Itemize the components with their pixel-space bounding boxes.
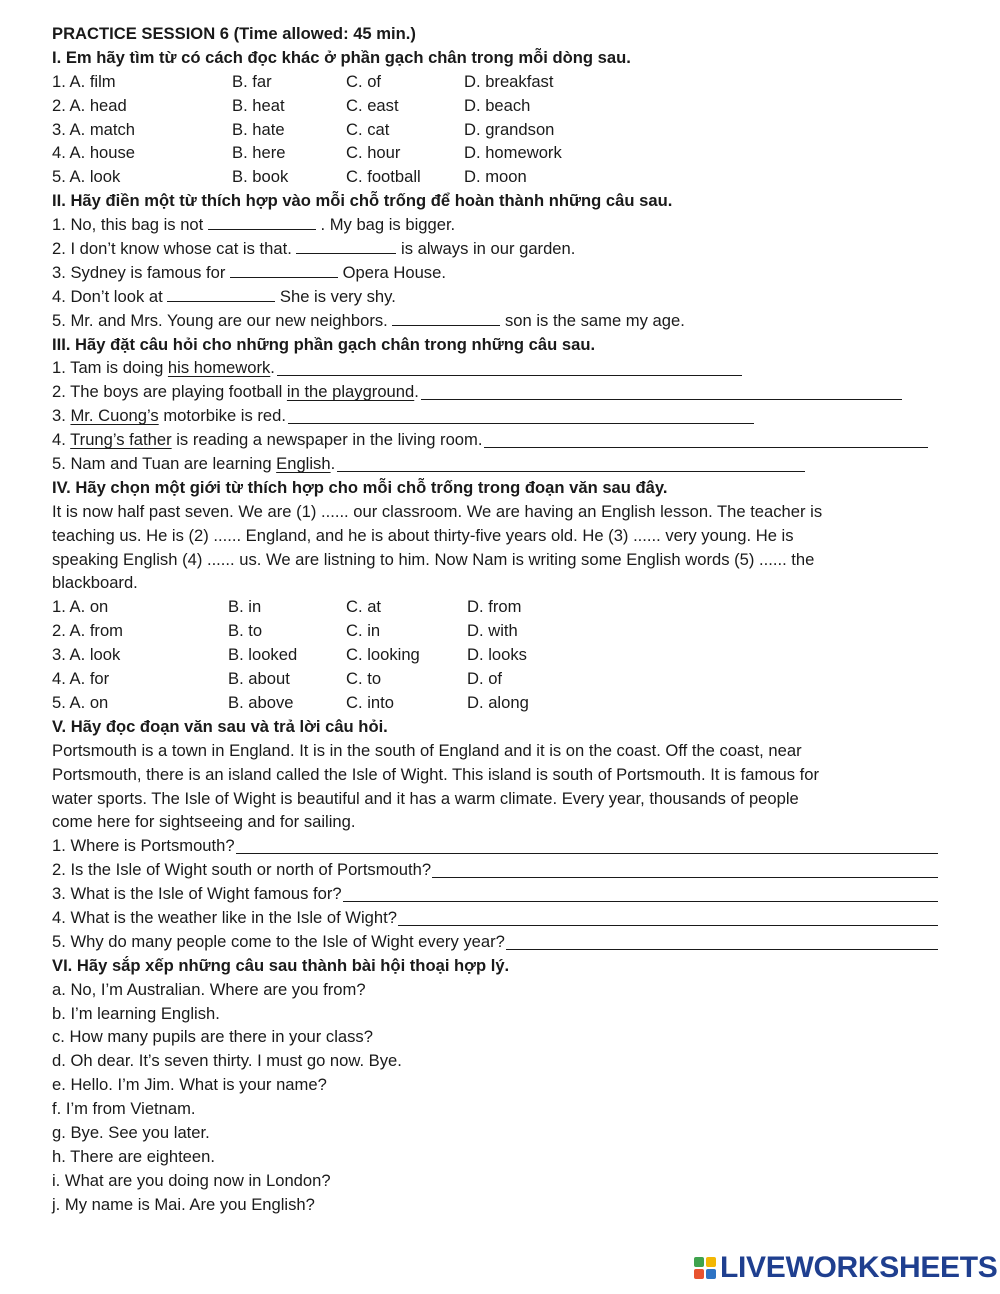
item-text: 3. Sydney is famous for: [52, 262, 231, 282]
s1-option: C. east: [346, 95, 399, 115]
dialogue-line: g. Bye. See you later.: [52, 1122, 210, 1142]
passage-line: blackboard.: [52, 573, 138, 593]
s4-row: [52, 691, 952, 715]
item-text: 2. I don’t know whose cat is that.: [52, 239, 297, 259]
passage-line: Portsmouth, there is an island called the Isle of Wight. This island is south of Portsmouth. It is famous for: [52, 764, 820, 784]
section-3-items: [52, 356, 952, 475]
s1-option: 5. A. look: [52, 167, 121, 187]
question-item: [52, 930, 952, 954]
section-5-heading: V. Hãy đọc đoạn văn sau và trả lời câu hỏi.: [52, 716, 388, 736]
item-suffix: .: [330, 454, 336, 474]
s4-option: C. at: [346, 597, 382, 617]
fill-blank-item: [52, 237, 952, 261]
passage-line: teaching us. He is (2) ...... England, and he is about thirty-five years old. He (3) ...... very young. He is: [52, 525, 794, 545]
s4-row: [52, 667, 952, 691]
item-text: [52, 430, 482, 449]
answer-blank[interactable]: [208, 213, 316, 230]
s1-option: B. hate: [232, 119, 285, 139]
dialogue-line: i. What are you doing now in London?: [52, 1170, 331, 1190]
item-prefix: 4.: [52, 430, 71, 450]
item-prefix: 3.: [52, 406, 71, 426]
fill-blank-item: [52, 309, 952, 333]
s4-option: 3. A. look: [52, 645, 121, 665]
passage-line: It is now half past seven. We are (1) ...... our classroom. We are having an English lesson. The teacher is: [52, 501, 823, 521]
s4-option: C. looking: [346, 645, 420, 665]
liveworksheets-logo: [693, 1253, 998, 1283]
section-1-options: [52, 70, 952, 189]
s1-option: C. football: [346, 167, 421, 187]
dialogue-line: c. How many pupils are there in your class?: [52, 1027, 373, 1047]
dialogue-line: e. Hello. I’m Jim. What is your name?: [52, 1075, 327, 1095]
question-text: 4. What is the weather like in the Isle of Wight?: [52, 907, 397, 927]
s1-row: [52, 165, 952, 189]
section-1-heading: I. Em hãy tìm từ có cách đọc khác ở phần gạch chân trong mỗi dòng sau.: [52, 47, 631, 67]
item-text: [52, 406, 286, 425]
section-6-items: [52, 978, 952, 1217]
s1-row: [52, 94, 952, 118]
dialogue-line: j. My name is Mai. Are you English?: [52, 1194, 315, 1214]
s4-row: [52, 643, 952, 667]
s4-option: 4. A. for: [52, 669, 110, 689]
underlined-part: in the playground: [286, 382, 415, 402]
fill-blank-item: [52, 213, 952, 237]
section-2-heading: II. Hãy điền một từ thích hợp vào mỗi chỗ trống để hoàn thành những câu sau.: [52, 191, 673, 211]
s4-option: 5. A. on: [52, 692, 109, 712]
answer-line[interactable]: [277, 359, 742, 376]
s1-option: B. heat: [232, 95, 285, 115]
dialogue-line: h. There are eighteen.: [52, 1146, 215, 1166]
item-suffix: .: [270, 358, 275, 378]
item-suffix: motorbike is red.: [158, 406, 286, 426]
s1-option: D. grandson: [464, 119, 555, 139]
question-text: 5. Why do many people come to the Isle of Wight every year?: [52, 931, 505, 951]
item-text: [52, 454, 335, 473]
s1-option: B. here: [232, 143, 286, 163]
question-item: [52, 906, 952, 930]
s1-option: D. beach: [464, 95, 531, 115]
fill-blank-item: [52, 285, 952, 309]
s4-option: B. looked: [228, 645, 298, 665]
question-text: 1. Where is Portsmouth?: [52, 836, 235, 856]
item-text: 4. Don’t look at: [52, 286, 168, 306]
passage-line: Portsmouth is a town in England. It is in the south of England and it is on the coast. Off the coast, near: [52, 740, 802, 760]
item-text: son is the same my age.: [500, 310, 685, 330]
question-item: [52, 356, 952, 380]
item-text: 1. No, this bag is not: [52, 215, 208, 235]
s1-row: [52, 141, 952, 165]
s4-option: C. to: [346, 669, 382, 689]
s4-option: B. about: [228, 669, 290, 689]
answer-line[interactable]: [506, 933, 938, 950]
s4-row: [52, 595, 952, 619]
section-4-passage: [52, 500, 952, 596]
s4-option: D. with: [467, 621, 518, 641]
underlined-part: Trung’s father: [70, 430, 172, 450]
s1-option: 1. A. film: [52, 71, 116, 91]
worksheet: [52, 22, 952, 1217]
s4-option: D. along: [467, 692, 529, 712]
s1-option: 4. A. house: [52, 143, 136, 163]
item-text: She is very shy.: [275, 286, 396, 306]
dialogue-line: b. I’m learning English.: [52, 1003, 220, 1023]
answer-line[interactable]: [337, 455, 805, 472]
underlined-part: Mr. Cuong’s: [70, 406, 159, 426]
s4-row: [52, 619, 952, 643]
question-item: [52, 452, 952, 476]
s1-option: C. hour: [346, 143, 401, 163]
s1-option: C. cat: [346, 119, 390, 139]
section-5-questions: [52, 834, 952, 953]
section-6-heading: VI. Hãy sắp xếp những câu sau thành bài hội thoại hợp lý.: [52, 955, 510, 975]
item-suffix: is reading a newspaper in the living room.: [171, 430, 483, 450]
question-item: [52, 858, 952, 882]
question-text: 2. Is the Isle of Wight south or north of Portsmouth?: [52, 860, 432, 880]
s4-option: B. in: [228, 597, 262, 617]
item-text: Opera House.: [338, 262, 446, 282]
s1-row: [52, 70, 952, 94]
passage-line: come here for sightseeing and for sailing.: [52, 812, 356, 832]
dialogue-line: a. No, I’m Australian. Where are you from?: [52, 979, 366, 999]
item-text: . My bag is bigger.: [315, 215, 456, 235]
s4-option: B. to: [228, 621, 263, 641]
dialogue-line: d. Oh dear. It’s seven thirty. I must go now. Bye.: [52, 1051, 402, 1071]
section-3-heading: III. Hãy đặt câu hỏi cho những phần gạch chân trong những câu sau.: [52, 334, 596, 354]
answer-blank[interactable]: [392, 309, 500, 326]
answer-blank[interactable]: [167, 285, 275, 302]
item-prefix: 2. The boys are playing football: [52, 382, 287, 402]
s1-option: B. far: [232, 71, 272, 91]
answer-line[interactable]: [484, 431, 928, 448]
item-text: [52, 358, 275, 377]
answer-line[interactable]: [288, 407, 754, 424]
logo-grid-icon: [693, 1256, 717, 1280]
logo-text: LIVEWORKSHEETS: [720, 1251, 998, 1284]
item-suffix: .: [414, 382, 419, 402]
section-4-options: [52, 595, 952, 714]
item-text: is always in our garden.: [396, 239, 576, 259]
dialogue-line: f. I’m from Vietnam.: [52, 1099, 196, 1119]
answer-line[interactable]: [432, 861, 938, 878]
item-text: [52, 382, 419, 401]
answer-line[interactable]: [236, 837, 938, 854]
s1-option: C. of: [346, 71, 382, 91]
s4-option: C. in: [346, 621, 381, 641]
answer-blank[interactable]: [296, 237, 396, 254]
s1-option: 2. A. head: [52, 95, 127, 115]
s1-option: B. book: [232, 167, 289, 187]
s4-option: 2. A. from: [52, 621, 124, 641]
section-2-items: [52, 213, 952, 332]
s4-option: D. of: [467, 669, 503, 689]
underlined-part: English: [276, 454, 331, 474]
s1-option: D. homework: [464, 143, 562, 163]
passage-line: speaking English (4) ...... us. We are listning to him. Now Nam is writing some English words (5) ...... the: [52, 549, 815, 569]
section-4-heading: IV. Hãy chọn một giới từ thích hợp cho mỗi chỗ trống trong đoạn văn sau đây.: [52, 477, 668, 497]
item-prefix: 5. Nam and Tuan are learning: [52, 454, 277, 474]
s4-option: 1. A. on: [52, 597, 109, 617]
s4-option: D. looks: [467, 645, 527, 665]
question-text: 3. What is the Isle of Wight famous for?: [52, 884, 342, 904]
item-prefix: 1. Tam is doing: [52, 358, 168, 378]
question-item: [52, 404, 952, 428]
s1-option: 3. A. match: [52, 119, 136, 139]
answer-line[interactable]: [398, 909, 938, 926]
s1-option: D. breakfast: [464, 71, 554, 91]
s4-option: D. from: [467, 597, 522, 617]
answer-blank[interactable]: [230, 261, 338, 278]
answer-line[interactable]: [343, 885, 938, 902]
fill-blank-item: [52, 261, 952, 285]
s1-option: D. moon: [464, 167, 527, 187]
s1-row: [52, 118, 952, 142]
underlined-part: his homework: [167, 358, 271, 378]
question-item: [52, 882, 952, 906]
section-5-passage: [52, 739, 952, 835]
passage-line: water sports. The Isle of Wight is beautiful and it has a warm climate. Every year, thousands of people: [52, 788, 799, 808]
s4-option: B. above: [228, 692, 294, 712]
item-text: 5. Mr. and Mrs. Young are our new neighbors.: [52, 310, 393, 330]
s4-option: C. into: [346, 692, 394, 712]
page-title: PRACTICE SESSION 6 (Time allowed: 45 min.): [52, 24, 416, 43]
question-item: [52, 834, 952, 858]
answer-line[interactable]: [421, 383, 902, 400]
question-item: [52, 428, 952, 452]
question-item: [52, 380, 952, 404]
